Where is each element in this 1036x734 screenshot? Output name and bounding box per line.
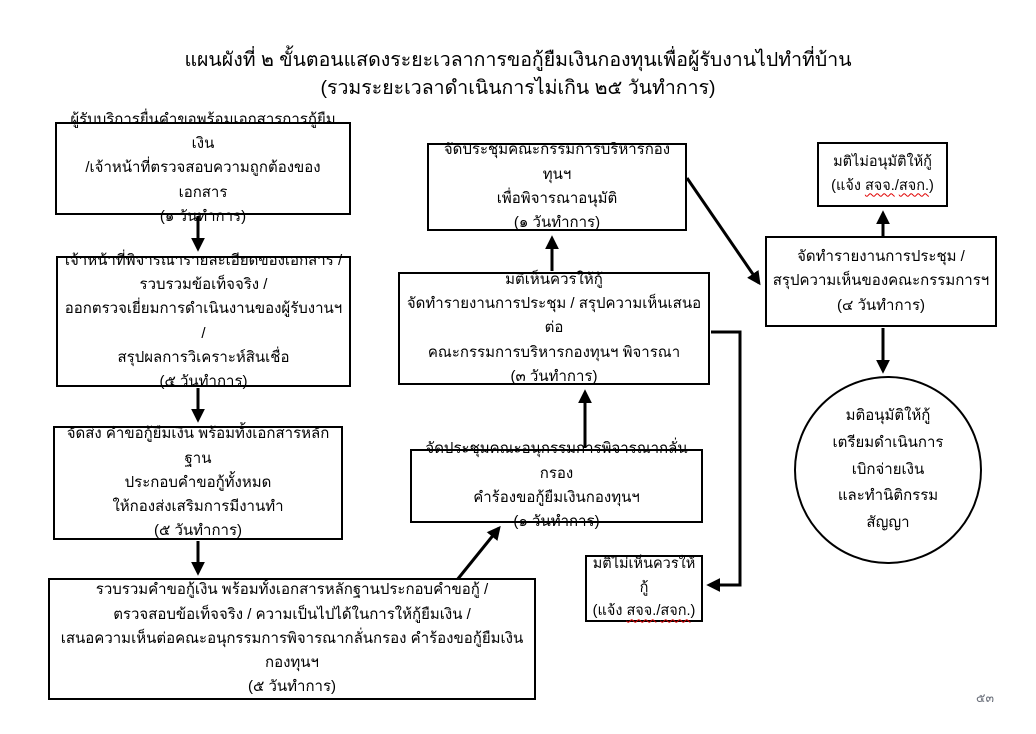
- arrow-compile-to-subcommittee: [457, 528, 499, 580]
- step-notify-line: [593, 600, 696, 623]
- step-duration: (๔ วันทำการ): [836, 296, 926, 314]
- chart-title-line2: (รวมระยะเวลาดำเนินการไม่เกิน ๒๕ วันทำการ): [320, 77, 716, 99]
- step-text: รวบรวมข้อเท็จจริง /: [139, 275, 268, 293]
- step-text: จัดประชุมคณะอนุกรรมการพิจารณากลั่นกรอง: [425, 440, 688, 482]
- step-text: จัดทำรายงานการประชุม / สรุปความเห็นเสนอต่อ: [406, 295, 702, 337]
- agency-abbrev: สจก.: [660, 603, 691, 620]
- step-text: และทำนิติกรรม: [837, 487, 939, 505]
- step-text: เบิกจ่ายเงิน: [851, 460, 925, 478]
- notify-separator: /: [894, 177, 899, 194]
- step-text: สรุปความเห็นของคณะกรรมการฯ: [772, 272, 990, 290]
- chart-title-line1: แผนผังที่ ๒ ขั้นตอนแสดงระยะเวลาการขอกู้ยืมเงินกองทุนเพื่อผู้รับงานไปทำที่บ้าน: [184, 49, 852, 71]
- step-duration: (๓ วันทำการ): [510, 367, 598, 385]
- chart-title: [0, 46, 1036, 102]
- step-approve-opinion: [398, 272, 710, 385]
- step-reject-board: [817, 142, 948, 207]
- step-reject-subcommittee: [585, 555, 703, 622]
- step-text: คำร้องขอกู้ยืมเงินกองทุนฯ: [473, 489, 640, 506]
- step-text: เจ้าหน้าที่พิจารณารายละเอียดของเอกสาร /: [64, 251, 343, 269]
- step-text: มติอนุมัติให้กู้: [845, 407, 931, 425]
- notify-suffix: ): [929, 177, 934, 194]
- step-text: สัญญา: [866, 514, 910, 532]
- step-text: มติเห็นควรให้กู้: [505, 270, 603, 288]
- step-text: ให้กองส่งเสริมการมีงานทำ: [112, 498, 284, 516]
- step-text: ผู้รับบริการยื่นคำขอพร้อมเอกสารการกู้ยืมเงิน: [70, 110, 336, 153]
- step-text: ตรวจสอบข้อเท็จจริง / ความเป็นไปได้ในการให้กู้ยืมเงิน /: [113, 605, 471, 623]
- step-review-documents: [56, 251, 351, 391]
- notify-separator: /: [656, 603, 661, 620]
- agency-abbrev: สจจ.: [626, 603, 657, 620]
- notify-suffix: ): [690, 603, 696, 620]
- step-text: ออกตรวจเยี่ยมการดำเนินงานของผู้รับงานฯ /: [64, 300, 343, 342]
- step-duration: (๑ วันทำการ): [159, 207, 247, 225]
- notify-prefix: (แจ้ง: [831, 177, 865, 194]
- step-text: เสนอความเห็นต่อคณะอนุกรรมการพิจารณากลั่นกรอง คำร้องขอกู้ยืมเงินกองทุนฯ: [60, 629, 524, 672]
- terminal-approved-loan: [794, 376, 982, 564]
- step-submit-request: [55, 110, 351, 225]
- step-text: สรุปผลการวิเคราะห์สินเชื่อ: [117, 348, 290, 366]
- step-duration: (๑ วันทำการ): [513, 513, 600, 531]
- step-text: ประกอบคำขอกู้ทั้งหมด: [124, 473, 272, 491]
- step-compile-request: [48, 578, 536, 700]
- step-subcommittee-meeting: [410, 440, 703, 531]
- step-text: รวบรวมคำขอกู้เงิน พร้อมทั้งเอกสารหลักฐานประกอบคำขอกู้ /: [95, 581, 489, 599]
- step-meeting-report: [765, 236, 997, 327]
- step-text: จัดส่ง คำขอกู้ยืมเงิน พร้อมทั้งเอกสารหลักฐาน: [66, 425, 330, 467]
- step-text: คณะกรรมการบริหารกองทุนฯ พิจารณา: [427, 343, 681, 361]
- agency-abbrev: สจจ.: [864, 177, 895, 194]
- step-duration: (๕ วันทำการ): [153, 522, 243, 540]
- page-number: ๕๓: [976, 691, 995, 705]
- step-duration: (๕ วันทำการ): [159, 373, 248, 391]
- step-text: /เจ้าหน้าที่ตรวจสอบความถูกต้องของเอกสาร: [85, 159, 321, 201]
- step-text: เพื่อพิจารณาอนุมัติ: [496, 190, 618, 207]
- step-board-meeting: [427, 143, 687, 231]
- step-duration: (๕ วันทำการ): [247, 678, 337, 696]
- step-text: จัดทำรายงานการประชุม /: [797, 248, 965, 266]
- step-text: เตรียมดำเนินการ: [832, 433, 944, 451]
- step-text: จัดประชุมคณะกรรมการบริหารกองทุนฯ: [443, 141, 671, 183]
- step-duration: (๑ วันทำการ): [513, 214, 601, 232]
- step-notify-line: [831, 175, 934, 198]
- notify-prefix: (แจ้ง: [592, 603, 627, 620]
- agency-abbrev: สจก.: [898, 177, 929, 194]
- step-text: มติไม่อนุมัติให้กู้: [833, 154, 932, 171]
- step-text: มติไม่เห็นควรให้กู้: [592, 556, 696, 596]
- step-send-request: [53, 426, 343, 540]
- arrow-board-to-report: [687, 178, 759, 283]
- arrow-opinion-to-reject-subcommittee: [709, 332, 740, 585]
